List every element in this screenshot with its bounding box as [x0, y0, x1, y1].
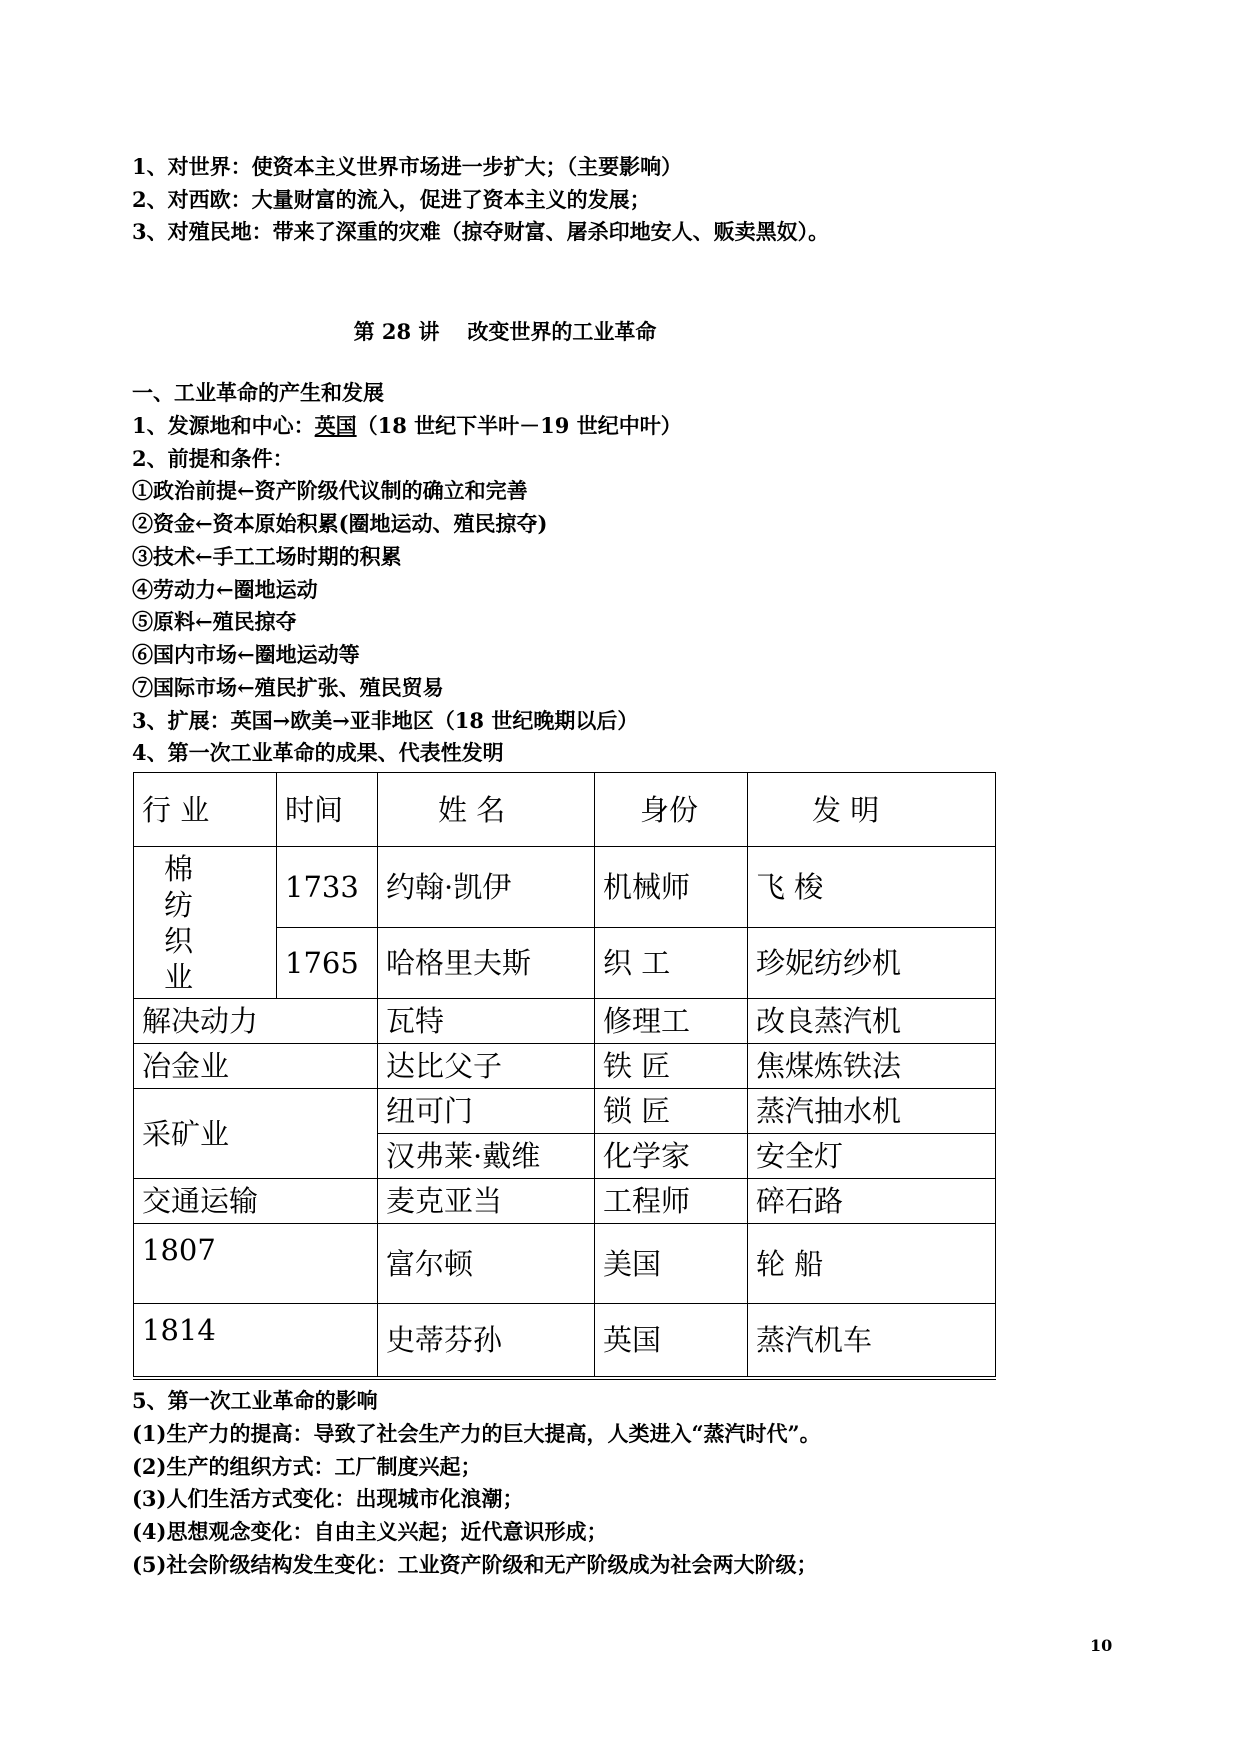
cell-time: 1814: [134, 1304, 378, 1378]
impact-item: (2)生产的组织方式：工厂制度兴起；: [132, 1454, 482, 1479]
cell-role: 美国: [595, 1224, 748, 1304]
section-heading: 一、工业革命的产生和发展: [132, 380, 384, 405]
cell-role: 工程师: [595, 1179, 748, 1224]
cell-role: 化学家: [595, 1134, 748, 1179]
cell-industry: 解决动力: [134, 999, 378, 1044]
condition-item: ②资金←资本原始积累(圈地运动、殖民掠夺): [132, 511, 548, 536]
cell-role: 修理工: [595, 999, 748, 1044]
cell-industry: 冶金业: [134, 1044, 378, 1089]
origin-line: [132, 414, 682, 438]
cell-time: 1807: [134, 1224, 378, 1304]
condition-item: ③技术←手工工场时期的积累: [132, 544, 402, 569]
origin-place: 英国: [314, 413, 357, 438]
paragraph-line: 3、对殖民地：带来了深重的灾难（掠夺财富、屠杀印地安人、贩卖黑奴）。: [132, 219, 830, 244]
cell-name: 瓦特: [378, 999, 595, 1044]
table-row: [134, 1044, 996, 1089]
cell-name: 纽可门: [378, 1089, 595, 1134]
cell-time: 1765: [277, 928, 378, 999]
header-industry: 行 业: [134, 773, 277, 847]
cell-invention: 安全灯: [748, 1134, 996, 1179]
cell-name: 富尔顿: [378, 1224, 595, 1304]
section-heading: 5、第一次工业革命的影响: [132, 1388, 378, 1413]
expansion-line: 3、扩展：英国→欧美→亚非地区（18 世纪晚期以后）: [132, 708, 639, 733]
inventions-table: [133, 772, 996, 1380]
cell-name: 汉弗莱·戴维: [378, 1134, 595, 1179]
cell-invention: 珍妮纺纱机: [748, 928, 996, 999]
table-row: [134, 1179, 996, 1224]
cell-invention: 轮 船: [748, 1224, 996, 1304]
page-number: 10: [1090, 1636, 1113, 1655]
impact-item: (3)人们生活方式变化：出现城市化浪潮；: [132, 1486, 524, 1511]
cell-invention: 碎石路: [748, 1179, 996, 1224]
paragraph-line: 1、对世界：使资本主义世界市场进一步扩大；（主要影响）: [132, 154, 683, 179]
cell-invention: 焦煤炼铁法: [748, 1044, 996, 1089]
header-invention: 发 明: [748, 773, 996, 847]
impact-item: (4)思想观念变化：自由主义兴起；近代意识形成；: [132, 1519, 608, 1544]
conditions-heading: 2、前提和条件：: [132, 446, 294, 471]
cell-name: 约翰·凯伊: [378, 847, 595, 928]
impact-item: (1)生产力的提高：导致了社会生产力的巨大提高，人类进入“蒸汽时代”。: [132, 1421, 821, 1446]
cell-invention: 改良蒸汽机: [748, 999, 996, 1044]
header-name: 姓 名: [378, 773, 595, 847]
cell-industry: 棉纺织业: [134, 847, 277, 999]
achievements-heading: 4、第一次工业革命的成果、代表性发明: [132, 740, 504, 765]
cell-time: 1733: [277, 847, 378, 928]
condition-item: ⑥国内市场←圈地运动等: [132, 642, 360, 667]
cell-name: 达比父子: [378, 1044, 595, 1089]
table-header-row: [134, 773, 996, 847]
cell-invention: 飞 梭: [748, 847, 996, 928]
cell-name: 麦克亚当: [378, 1179, 595, 1224]
table-row: [134, 847, 996, 928]
header-role: 身份: [595, 773, 748, 847]
header-time: 时间: [277, 773, 378, 847]
origin-prefix: 1、发源地和中心：: [132, 413, 315, 438]
lecture-title: [0, 316, 1010, 346]
cell-role: 铁 匠: [595, 1044, 748, 1089]
paragraph-line: 2、对西欧：大量财富的流入，促进了资本主义的发展；: [132, 187, 651, 212]
table-row: [134, 1089, 996, 1134]
cell-name: 哈格里夫斯: [378, 928, 595, 999]
cell-invention: 蒸汽抽水机: [748, 1089, 996, 1134]
cell-industry: 交通运输: [134, 1179, 378, 1224]
cell-role: 织 工: [595, 928, 748, 999]
lecture-name: 改变世界的工业革命: [467, 319, 657, 344]
table-row: [134, 999, 996, 1044]
table-row: [134, 1224, 996, 1304]
condition-item: ⑤原料←殖民掠夺: [132, 609, 297, 634]
condition-item: ④劳动力←圈地运动: [132, 577, 318, 602]
cell-industry: 采矿业: [134, 1089, 378, 1179]
impact-item: (5)社会阶级结构发生变化：工业资产阶级和无产阶级成为社会两大阶级；: [132, 1552, 818, 1577]
condition-item: ⑦国际市场←殖民扩张、殖民贸易: [132, 675, 444, 700]
condition-item: ①政治前提←资产阶级代议制的确立和完善: [132, 478, 528, 503]
origin-suffix: （18 世纪下半叶－19 世纪中叶）: [356, 413, 682, 438]
table-row: [134, 1304, 996, 1378]
cell-role: 锁 匠: [595, 1089, 748, 1134]
cell-role: 英国: [595, 1304, 748, 1378]
cell-invention: 蒸汽机车: [748, 1304, 996, 1378]
cell-name: 史蒂芬孙: [378, 1304, 595, 1378]
cell-role: 机械师: [595, 847, 748, 928]
lecture-number: 第 28 讲: [353, 319, 440, 344]
